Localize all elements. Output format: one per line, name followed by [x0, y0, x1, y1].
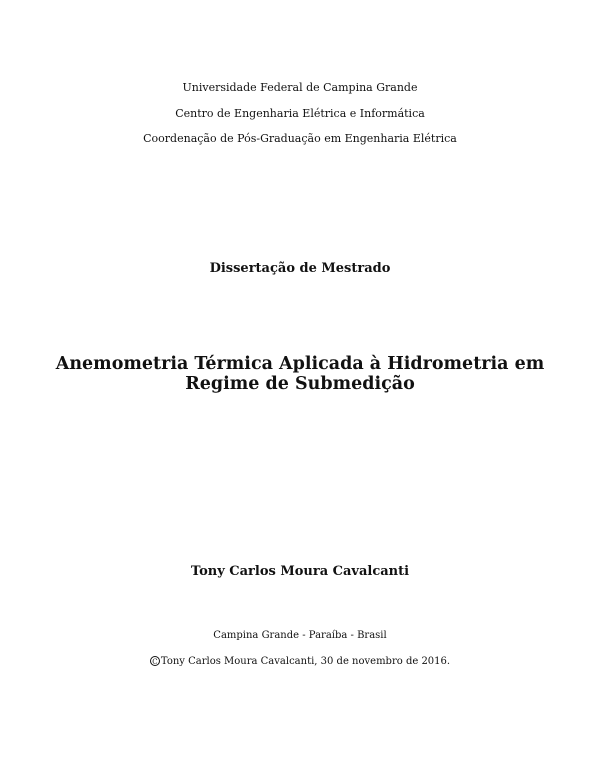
copyright-icon: C	[150, 656, 160, 666]
dissertation-title-line-2: Regime de Submedição	[185, 374, 415, 394]
author-name: Tony Carlos Moura Cavalcanti	[190, 564, 410, 579]
copyright-text: Tony Carlos Moura Cavalcanti, 30 de novembro de 2016.	[160, 656, 451, 667]
coordination-name: Coordenação de Pós-Graduação em Engenharia Elétrica	[143, 132, 457, 145]
center-name: Centro de Engenharia Elétrica e Informática	[175, 107, 425, 120]
dissertation-title-line-1: Anemometria Térmica Aplicada à Hidrometria em	[55, 354, 545, 374]
copyright-notice	[0, 656, 600, 667]
document-type: Dissertação de Mestrado	[209, 261, 391, 276]
location: Campina Grande - Paraíba - Brasil	[213, 630, 387, 641]
university-name: Universidade Federal de Campina Grande	[182, 81, 418, 94]
